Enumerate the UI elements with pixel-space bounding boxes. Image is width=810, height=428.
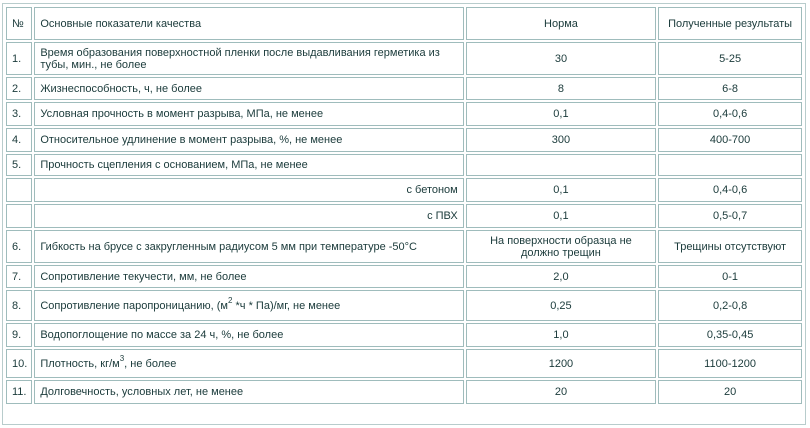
row-result: 20: [658, 380, 802, 404]
row-name: [34, 349, 463, 378]
row-num: 3.: [6, 102, 32, 126]
row-num: 8.: [6, 290, 32, 321]
table-header-row: [6, 7, 802, 40]
row-num: [6, 204, 32, 228]
row-name: Сопротивление текучести, мм, не более: [34, 265, 463, 288]
row-name-part: , не более: [124, 357, 177, 370]
row-name: с ПВХ: [34, 204, 463, 228]
row-name: Относительное удлинение в момент разрыва, %, не менее: [34, 128, 463, 152]
row-norm: 1200: [466, 349, 656, 378]
row-num: 10.: [6, 349, 32, 378]
row-num: 7.: [6, 265, 32, 288]
table-row: [6, 230, 802, 263]
row-result: 0,2-0,8: [658, 290, 802, 321]
row-name: с бетоном: [34, 178, 463, 202]
table-row: [6, 323, 802, 347]
table-subrow: [6, 178, 802, 202]
row-result: 5-25: [658, 42, 802, 75]
table-row: [6, 154, 802, 176]
row-result: [658, 154, 802, 176]
table-row: [6, 42, 802, 75]
row-name: Гибкость на брусе с закругленным радиусом 5 мм при температуре -50°С: [34, 230, 463, 263]
row-num: 6.: [6, 230, 32, 263]
row-name: Прочность сцепления с основанием, МПа, не менее: [34, 154, 463, 176]
row-result: Трещины отсутствуют: [658, 230, 802, 263]
row-name: Водопоглощение по массе за 24 ч, %, не более: [34, 323, 463, 347]
row-result: 0,35-0,45: [658, 323, 802, 347]
row-name-part: Сопротивление паропроницанию, (м: [40, 299, 228, 312]
row-norm: На поверхности образца не должно трещин: [466, 230, 656, 263]
row-norm: 30: [466, 42, 656, 75]
row-name-part: Плотность, кг/м: [40, 357, 120, 370]
row-norm: 2,0: [466, 265, 656, 288]
row-name: Время образования поверхностной пленки после выдавливания герметика из тубы, мин., не более: [34, 42, 463, 75]
row-num: 5.: [6, 154, 32, 176]
row-name: Жизнеспособность, ч, не более: [34, 77, 463, 100]
row-result: 400-700: [658, 128, 802, 152]
row-name: [34, 290, 463, 321]
table-row: [6, 77, 802, 100]
header-result: Полученные результаты: [658, 7, 802, 40]
row-norm: [466, 154, 656, 176]
row-name-superscript: 2: [228, 295, 233, 305]
row-num: 4.: [6, 128, 32, 152]
table-row: [6, 380, 802, 404]
header-num: №: [6, 7, 32, 40]
row-result: 6-8: [658, 77, 802, 100]
table-row: [6, 349, 802, 378]
header-norm: Норма: [466, 7, 656, 40]
table-subrow: [6, 204, 802, 228]
quality-table-frame: [2, 3, 806, 425]
header-name: Основные показатели качества: [34, 7, 463, 40]
quality-table: [4, 5, 804, 406]
row-num: 11.: [6, 380, 32, 404]
row-norm: 0,1: [466, 204, 656, 228]
row-norm: 20: [466, 380, 656, 404]
table-row: [6, 290, 802, 321]
table-row: [6, 102, 802, 126]
row-result: 1100-1200: [658, 349, 802, 378]
row-name-part: *ч * Па)/мг, не менее: [232, 299, 341, 312]
row-num: 2.: [6, 77, 32, 100]
row-norm: 0,25: [466, 290, 656, 321]
row-num: 1.: [6, 42, 32, 75]
row-norm: 300: [466, 128, 656, 152]
row-name: Долговечность, условных лет, не менее: [34, 380, 463, 404]
row-result: 0,4-0,6: [658, 102, 802, 126]
row-name-superscript: 3: [119, 353, 125, 363]
row-result: 0,4-0,6: [658, 178, 802, 202]
row-num: 9.: [6, 323, 32, 347]
row-norm: 0,1: [466, 178, 656, 202]
row-result: 0-1: [658, 265, 802, 288]
row-name: Условная прочность в момент разрыва, МПа, не менее: [34, 102, 463, 126]
row-result: 0,5-0,7: [658, 204, 802, 228]
row-num: [6, 178, 32, 202]
row-norm: 0,1: [466, 102, 656, 126]
row-norm: 8: [466, 77, 656, 100]
table-row: [6, 128, 802, 152]
table-row: [6, 265, 802, 288]
row-norm: 1,0: [466, 323, 656, 347]
